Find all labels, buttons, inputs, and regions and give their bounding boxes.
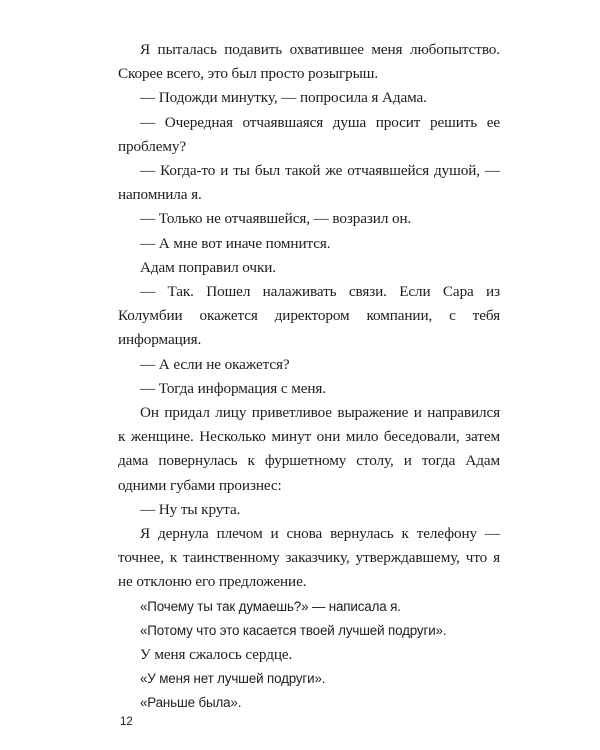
paragraph: Я пыталась подавить охватившее меня любопытство. Скорее всего, это был просто розыгрыш. — [118, 41, 500, 83]
paragraph: — А мне вот иначе помнится. — [140, 234, 331, 252]
message-paragraph: «Почему ты так думаешь?» — написала я. — [140, 598, 401, 614]
page-number: 12 — [120, 716, 133, 728]
paragraph: — Очередная отчаявшаяся душа просит решить ее проблему? — [118, 113, 500, 155]
paragraph: Я дернула плечом и снова вернулась к телефону — точнее, к таинственному заказчику, утверждавшему, что я не отклоню его предложение. — [118, 525, 500, 591]
message-paragraph: «У меня нет лучшей подруги». — [140, 671, 326, 687]
text-body — [118, 38, 500, 716]
paragraph: — Подожди минутку, — попросила я Адама. — [140, 89, 427, 107]
paragraph: — Когда-то и ты был такой же отчаявшейся душой, — напомнила я. — [118, 162, 500, 204]
paragraph: Адам поправил очки. — [140, 258, 276, 276]
message-paragraph: «Раньше была». — [140, 695, 242, 711]
paragraph: — Ну ты крута. — [140, 500, 241, 518]
paragraph: Он придал лицу приветливое выражение и направился к женщине. Несколько минут они мило беседовали, затем дама повернулась к фуршетному столу, и тогда Адам одними губами произнес: — [118, 404, 500, 494]
paragraph: — А если не окажется? — [140, 355, 290, 373]
paragraph: У меня сжалось сердце. — [140, 646, 293, 664]
paragraph: — Так. Пошел налаживать связи. Если Сара из Колумбии окажется директором компании, с тебя информация. — [118, 283, 500, 349]
message-paragraph: «Потому что это касается твоей лучшей подруги». — [140, 622, 447, 638]
paragraph: — Тогда информация с меня. — [140, 379, 326, 397]
paragraph: — Только не отчаявшейся, — возразил он. — [140, 210, 412, 228]
